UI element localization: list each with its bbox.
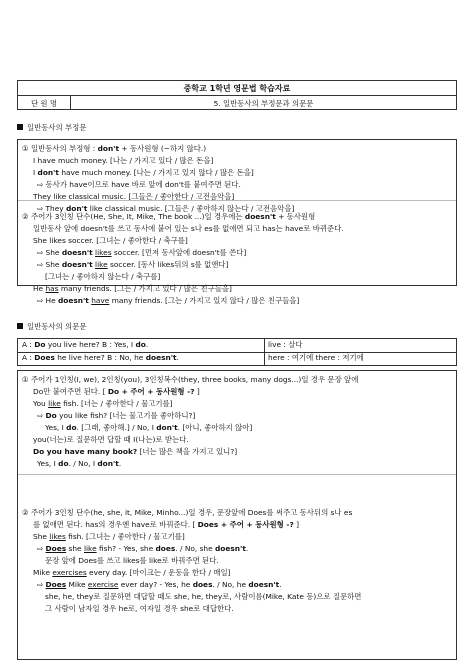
neg-b1-l2: I have much money. [나는 / 가지고 있다 / 많은 돈을] (33, 156, 214, 165)
neg-b2-l5 (37, 260, 228, 270)
unit-value: 5. 일반동사의 부정문과 의문문 (213, 98, 314, 108)
text-segment: you live here? B : Yes, I (45, 340, 136, 349)
text-segment: A : (22, 353, 35, 362)
text-segment: 를 없애면 된다. has의 경우엔 have로 바꿔준다. [ (33, 520, 198, 529)
text-segment: . (245, 544, 249, 553)
text-segment: You (33, 399, 49, 408)
neg-b2-l3: She likes soccer. [그녀는 / 좋아한다 / 축구를] (33, 236, 188, 245)
text-segment: exercise (87, 580, 119, 589)
text-segment: Do (34, 340, 46, 349)
q-b1-l3 (33, 399, 173, 409)
text-segment: ⇨ She (37, 248, 62, 257)
text-segment: + 동사원형 (275, 212, 316, 221)
text-segment: do (135, 340, 146, 349)
text-segment: . / No, she (175, 544, 216, 553)
q-b2-l9: 그 사람이 남자일 경우 he로, 여자일 경우 she로 대답한다. (45, 604, 234, 613)
text-segment: doesn't (248, 580, 280, 589)
text-segment: Mike (33, 568, 53, 577)
text-segment: doesn't (215, 544, 246, 553)
text-segment: Do + 주어 + 동사원형 -? (107, 387, 195, 396)
neg-b1-l3 (33, 168, 254, 178)
q-b1-l4 (37, 411, 195, 421)
text-segment: Do you have many book? (33, 447, 138, 456)
text-segment: . [아니, 좋아하지 않아] (177, 423, 253, 432)
text-segment: ② 주어가 3인칭 단수(He, She, It, Mike, The book ...)일 경우에는 (22, 212, 245, 221)
text-segment: fish? - Yes, she (96, 544, 156, 553)
text-segment: has (45, 284, 59, 293)
text-segment: have (91, 296, 110, 305)
text-segment: fish. [그녀는 / 좋아한다 / 물고기를] (65, 532, 185, 541)
text-segment: don't (37, 168, 59, 177)
text-segment: don't (156, 423, 178, 432)
neg-b1-l5: They like classical music. [그들은 / 좋아한다 / 고전음악을] (33, 192, 235, 201)
text-segment: soccer. [먼저 동사앞에 doesn't를 쓴다] (111, 248, 247, 257)
q-b1-l1: ① 주어가 1인칭(I, we), 2인칭(you), 3인칭복수(they, three books, many dogs...)일 경우 문장 앞에 (22, 375, 359, 384)
q-b2-l6 (33, 568, 231, 578)
text-segment: does (155, 544, 176, 553)
text-segment: don't (66, 204, 88, 213)
text-segment: he live here? B : No, he (54, 353, 146, 362)
text-segment: Does (45, 544, 67, 553)
text-segment: A : (22, 340, 35, 349)
text-segment: She (33, 532, 50, 541)
text-segment: Yes, I (45, 423, 67, 432)
text-segment: Mike (66, 580, 88, 589)
document-title: 중학교 1학년 영문법 학습자료 (183, 84, 291, 93)
text-segment: ⇨ (37, 544, 46, 553)
text-segment: Does (34, 353, 55, 362)
neg-b1-l1 (22, 144, 206, 154)
q-b2-l1: ② 주어가 3인칭 단수(he, she, it, Mike, Minho...)일 경우, 문장앞에 Does를 써주고 동사뒤의 s나 es (22, 508, 353, 517)
unit-label: 단 원 명 (30, 98, 58, 108)
text-segment: Do (45, 411, 57, 420)
q-b2-l5: 문장 앞에 Does를 쓰고 likes를 like로 바꿔주면 된다. (45, 556, 219, 565)
text-segment: . / No, he (212, 580, 249, 589)
text-segment: . [그래, 좋아해.] / No, I (76, 423, 157, 432)
text-segment: like (48, 399, 61, 408)
text-segment: many friends. [그는 / 가지고 있지 않다 / 많은 친구들을] (109, 296, 300, 305)
text-segment: doesn't (58, 296, 89, 305)
text-segment: . (145, 340, 149, 349)
section1-heading-text: 일반동사의 부정문 (27, 123, 87, 132)
question-box-divider (18, 474, 456, 475)
text-segment: Do만 붙여주면 된다. [ (33, 387, 108, 396)
square-bullet-icon (17, 124, 23, 130)
text-segment: . (176, 353, 179, 362)
text-segment: like classical music. [그들은 / 좋아하지 않는다 / 고전음악을] (87, 204, 295, 213)
neg-b2-l2: 일반동사 앞에 doesn't를 쓰고 동사에 붙어 있는 s나 es를 없애면 되고 has는 have로 바뀌준다. (33, 224, 344, 233)
text-segment: ⇨ She (37, 260, 62, 269)
text-segment: have much money. [나는 / 가지고 있지 않다 / 많은 돈을] (58, 168, 254, 177)
text-segment: likes (49, 532, 66, 541)
text-segment: ⇨ They (37, 204, 67, 213)
text-segment: ever day? - Yes, he (118, 580, 193, 589)
neg-b1-l4: ⇨ 동사가 have이므로 have 바로 앞에 don't를 붙여주면 된다. (37, 180, 241, 189)
text-segment: you like fish? [너는 물고기를 좋아하니?] (56, 411, 196, 420)
text-segment: He (33, 284, 46, 293)
q-b1-l5 (45, 423, 252, 433)
example-right-1: live : 살다 (268, 340, 303, 349)
text-segment: ⇨ (37, 580, 46, 589)
neg-b2-l1 (22, 212, 315, 222)
text-segment: ① 일반동사의 부정형 : (22, 144, 98, 153)
section2-heading (17, 322, 86, 332)
header-table (17, 80, 457, 110)
q-b2-l3 (33, 532, 185, 542)
text-segment: fish. [너는 / 좋아한다 / 물고기를] (60, 399, 173, 408)
text-segment: . (118, 459, 122, 468)
text-segment: every day. [마이크는 / 운동을 한다 / 매일] (86, 568, 231, 577)
text-segment: Does + 주어 + 동사원형 -? (197, 520, 294, 529)
q-b2-l2 (33, 520, 299, 530)
text-segment: do (58, 459, 69, 468)
text-segment: don't (97, 144, 120, 153)
section2-heading-text: 일반동사의 의문문 (27, 322, 87, 331)
text-segment: doesn't (145, 353, 177, 362)
section1-heading (17, 123, 86, 133)
q-b2-l8: she, he, they로 질문하면 대답할 때도 she, he, they로, 사람이름(Mike, Kate 등)으로 질문하면 (45, 592, 362, 601)
neg-b2-l6: [그녀는 / 좋아하지 않는다 / 축구를] (45, 272, 161, 281)
example-left-1 (22, 340, 148, 350)
text-segment: . (279, 580, 282, 589)
q-b2-l7 (37, 580, 282, 590)
q-b1-l8 (37, 459, 121, 469)
text-segment: Does (45, 580, 67, 589)
text-segment: exercises (52, 568, 87, 577)
q-b1-l2 (33, 387, 200, 397)
neg-b2-l7 (33, 284, 232, 294)
q-b1-l6: you(너는)로 질문하면 답할 때 I(나는)로 받는다. (33, 435, 189, 444)
text-segment: ] (293, 520, 299, 529)
text-segment: + 동사원형 (~하지 않다.) (119, 144, 207, 153)
text-segment: Yes, I (37, 459, 59, 468)
text-segment: . / No, I (68, 459, 98, 468)
text-segment: ] (194, 387, 200, 396)
example-right-2: here : 여기에 there : 저기에 (268, 353, 364, 362)
text-segment: don't (97, 459, 119, 468)
text-segment: doesn't (61, 248, 93, 257)
text-segment: ⇨ (37, 411, 46, 420)
q-b1-l7 (33, 447, 237, 457)
text-segment: doesn't (244, 212, 276, 221)
neg-b2-l8 (37, 296, 299, 306)
text-segment: many friends. [그는 / 가지고 있다 / 많은 친구들을] (58, 284, 232, 293)
text-segment: like (95, 260, 108, 269)
text-segment: I (33, 168, 38, 177)
text-segment: like (83, 544, 97, 553)
q-b2-l4 (37, 544, 248, 554)
text-segment: ⇨ He (37, 296, 58, 305)
neg-b2-l4 (37, 248, 246, 258)
text-segment: doesn't (61, 260, 93, 269)
square-bullet-icon (17, 323, 23, 329)
text-segment: she (66, 544, 84, 553)
text-segment: likes (95, 248, 112, 257)
example-left-2 (22, 353, 179, 363)
text-segment: do (66, 423, 77, 432)
text-segment: [너는 많은 책을 가지고 있니?] (137, 447, 238, 456)
text-segment: does (192, 580, 213, 589)
text-segment: soccer. [동사 likes뒤의 s를 없앤다] (107, 260, 229, 269)
